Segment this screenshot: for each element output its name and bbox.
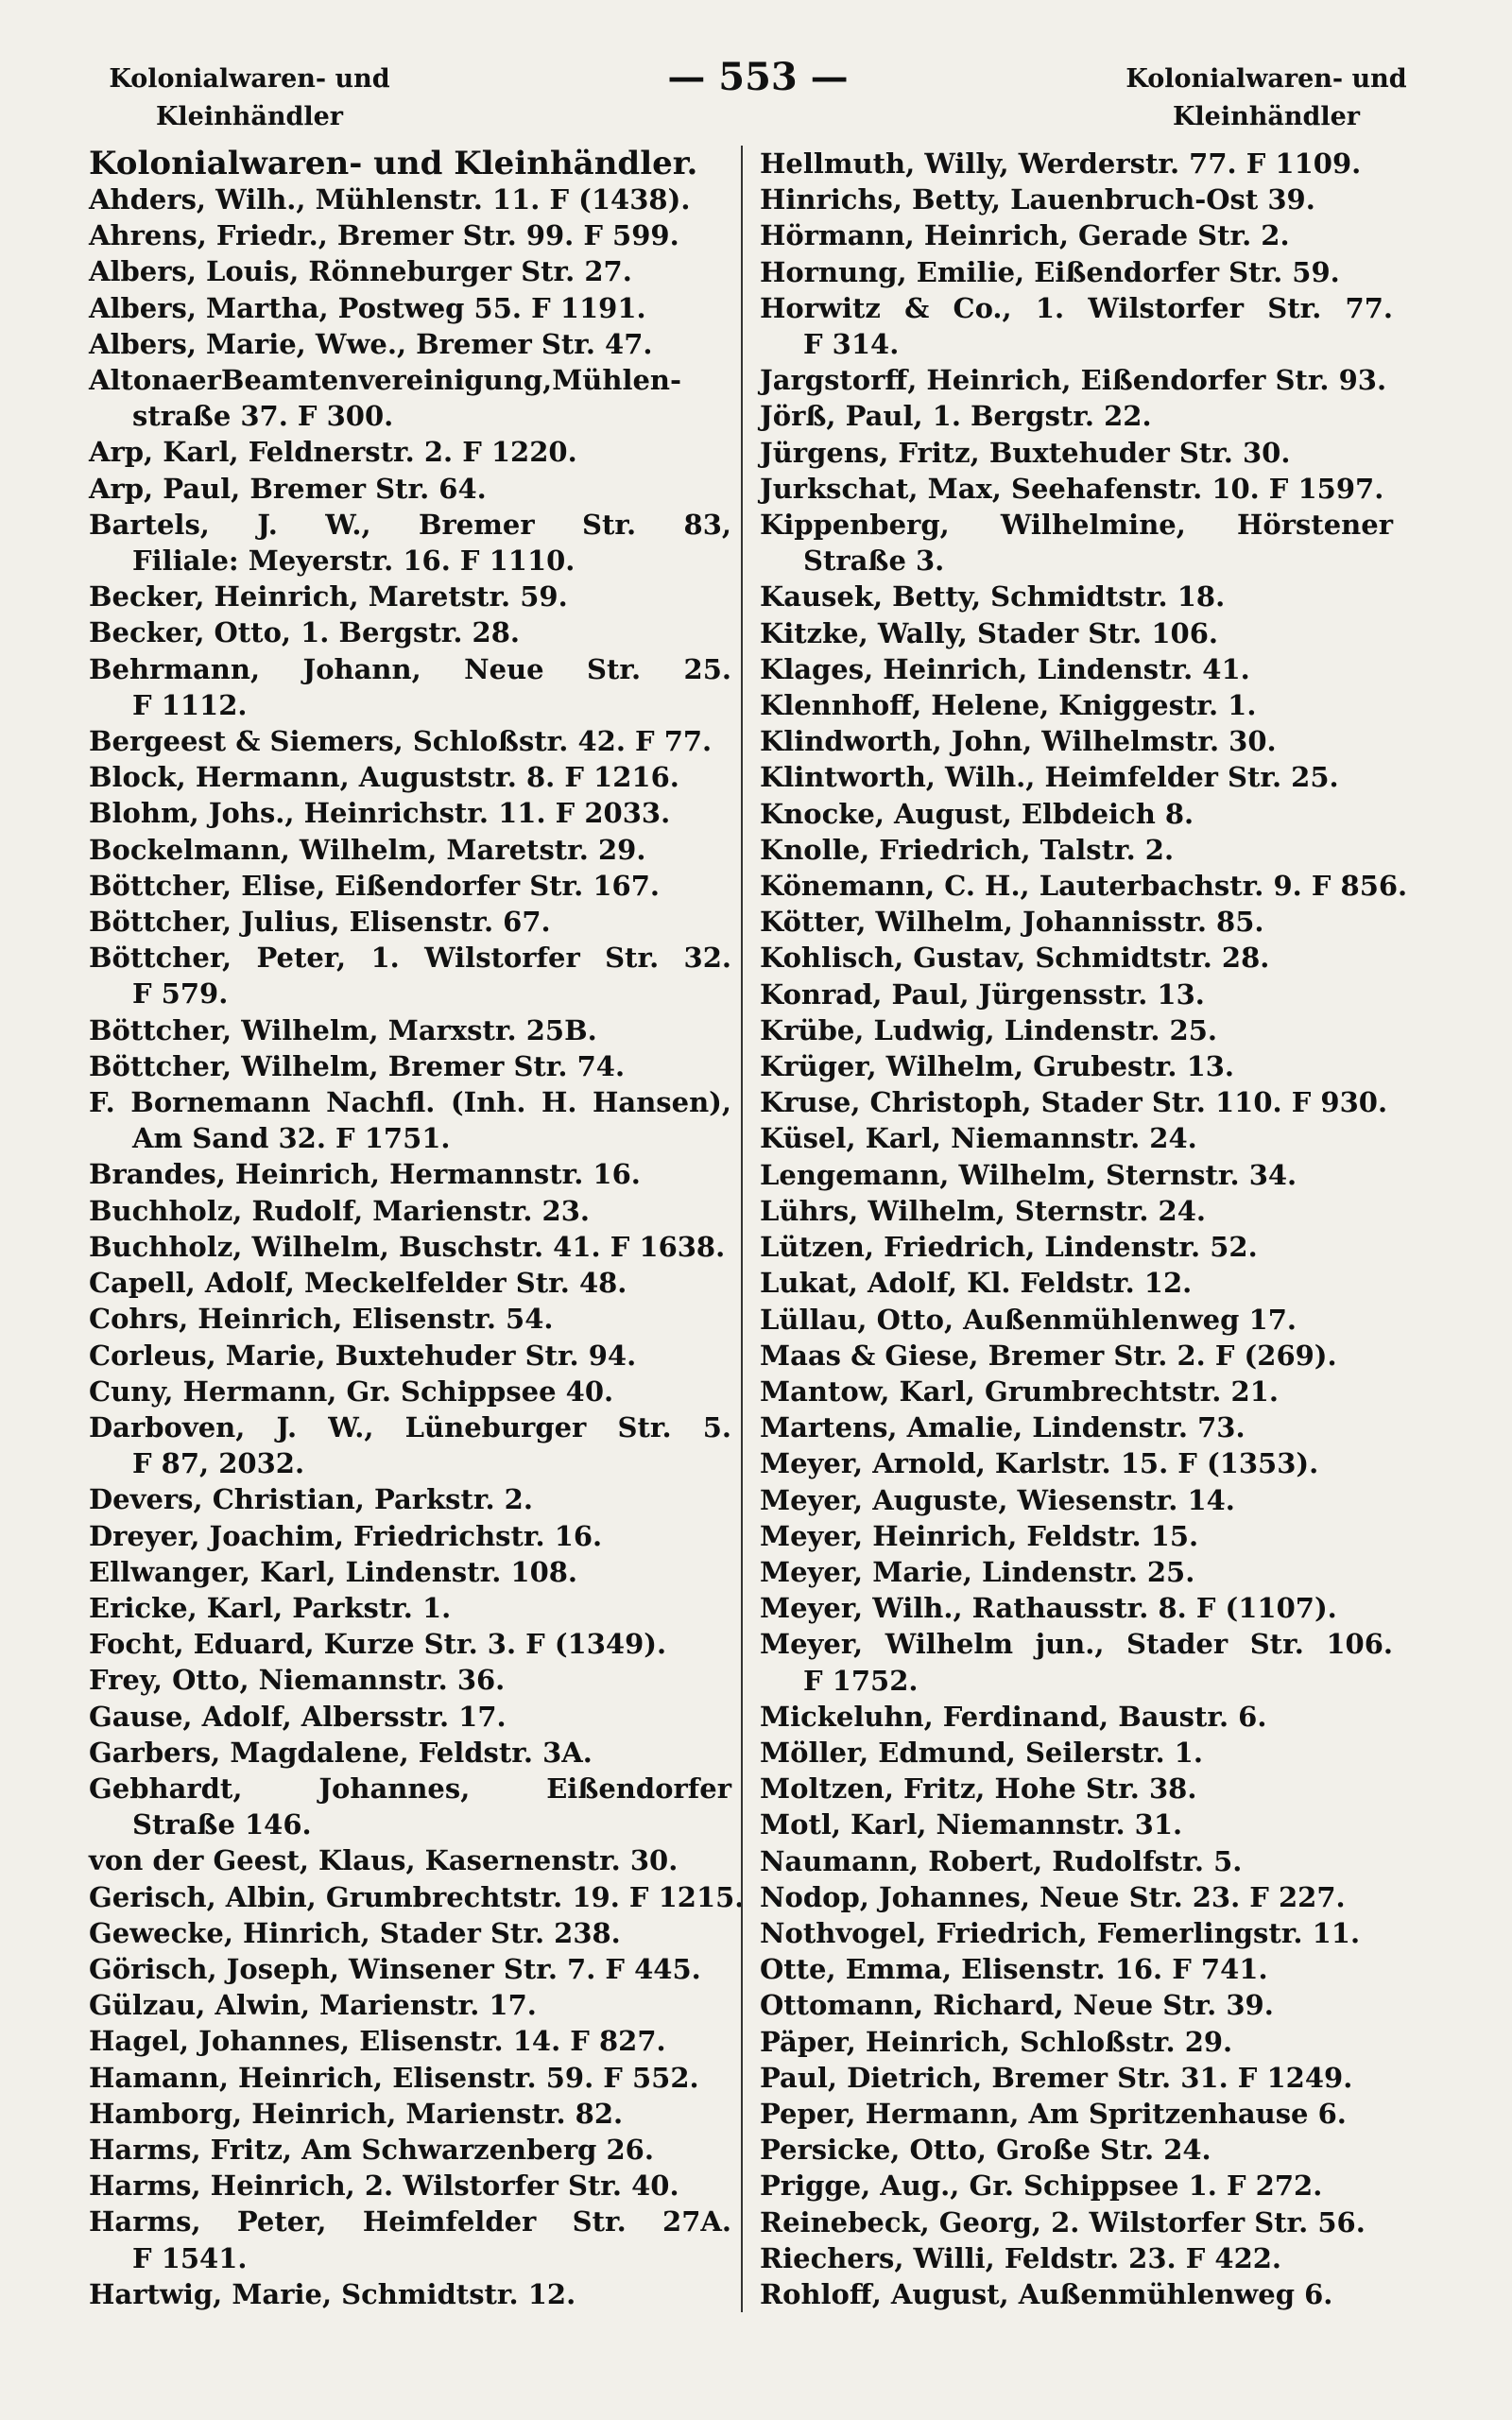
entry-line: Knolle, Friedrich, Talstr. 2. xyxy=(760,833,1175,866)
directory-entry xyxy=(760,1048,1393,1084)
directory-entry xyxy=(89,2096,731,2132)
entry-line: Klennhoff, Helene, Kniggestr. 1. xyxy=(760,689,1257,722)
entry-line: Görisch, Joseph, Winsener Str. 7. F 445. xyxy=(89,1952,701,1985)
entry-line: Naumann, Robert, Rudolfstr. 5. xyxy=(760,1844,1243,1877)
entry-line: Jargstorff, Heinrich, Eißendorfer Str. 93. xyxy=(760,364,1387,397)
entry-line: Konrad, Paul, Jürgensstr. 13. xyxy=(760,977,1205,1011)
entry-line: Kohlisch, Gustav, Schmidtstr. 28. xyxy=(760,942,1270,975)
directory-entry xyxy=(760,579,1393,614)
entry-line: Hagel, Johannes, Elisenstr. 14. F 827. xyxy=(89,2025,666,2058)
directory-entry xyxy=(760,2276,1393,2312)
directory-entry xyxy=(760,1987,1393,2023)
entry-line: Otte, Emma, Elisenstr. 16. F 741. xyxy=(760,1953,1268,1986)
entry-line: Albers, Louis, Rönneburger Str. 27. xyxy=(89,255,632,288)
directory-entry xyxy=(89,1879,745,1915)
running-head-right-line2: Kleinhändler xyxy=(1172,102,1361,131)
entry-line: Ottomann, Richard, Neue Str. 39. xyxy=(760,1989,1274,2022)
directory-entry xyxy=(760,723,1393,759)
entry-line: Albers, Martha, Postweg 55. F 1191. xyxy=(89,291,646,324)
directory-entry xyxy=(89,1590,731,1626)
directory-entry xyxy=(89,795,731,831)
entry-line: Böttcher, Elise, Eißendorfer Str. 167. xyxy=(89,869,660,902)
directory-entry xyxy=(89,651,731,723)
entry-line: Gause, Adolf, Albersstr. 17. xyxy=(89,1700,507,1733)
entry-line: Cuny, Hermann, Gr. Schippsee 40. xyxy=(89,1374,614,1408)
entry-line: Darboven, J. W., Lüneburger Str. 5. xyxy=(89,1410,731,1443)
entry-line: Meyer, Heinrich, Feldstr. 15. xyxy=(760,1519,1199,1552)
entry-line: Knocke, August, Elbdeich 8. xyxy=(760,797,1194,830)
entry-line: Krüger, Wilhelm, Grubestr. 13. xyxy=(760,1050,1235,1083)
directory-entry xyxy=(760,1338,1393,1374)
directory-entry xyxy=(89,471,731,507)
entry-line: Ahders, Wilh., Mühlenstr. 11. F (1438). xyxy=(89,183,691,216)
entry-line: Jürgens, Fritz, Buxtehuder Str. 30. xyxy=(760,436,1291,469)
directory-entry xyxy=(760,1374,1393,1409)
entry-continuation-line: F 579. xyxy=(132,977,229,1011)
directory-entry xyxy=(760,940,1393,976)
directory-entry xyxy=(760,1699,1393,1735)
directory-entry xyxy=(89,1084,731,1156)
entry-line: Cohrs, Heinrich, Elisenstr. 54. xyxy=(89,1303,554,1336)
entry-line: Hinrichs, Betty, Lauenbruch-Ost 39. xyxy=(760,183,1315,216)
directory-entry xyxy=(89,2168,731,2204)
running-head-left-line1: Kolonialwaren- und xyxy=(109,64,390,94)
page-header xyxy=(89,55,1427,140)
directory-entry xyxy=(89,2132,731,2168)
entry-line: Gebhardt, Johannes, Eißendorfer xyxy=(89,1772,731,1805)
entry-line: Ahrens, Friedr., Bremer Str. 99. F 599. xyxy=(89,219,679,252)
directory-entry xyxy=(89,182,731,217)
entry-line: Brandes, Heinrich, Hermannstr. 16. xyxy=(89,1158,641,1191)
entry-line: Hornung, Emilie, Eißendorfer Str. 59. xyxy=(760,255,1340,288)
directory-entry xyxy=(760,1302,1393,1338)
directory-entry xyxy=(760,615,1393,651)
directory-entry xyxy=(760,1554,1393,1590)
entry-line: Böttcher, Wilhelm, Bremer Str. 74. xyxy=(89,1049,626,1082)
directory-entry xyxy=(760,507,1393,579)
directory-entry xyxy=(89,1915,731,1951)
entry-continuation-line: F 314. xyxy=(803,328,900,361)
running-head-left-line2: Kleinhändler xyxy=(155,102,344,131)
entry-line: Hamborg, Heinrich, Marienstr. 82. xyxy=(89,2097,624,2130)
entry-line: Devers, Christian, Parkstr. 2. xyxy=(89,1483,533,1516)
directory-entry xyxy=(760,1120,1393,1156)
directory-entry xyxy=(760,1482,1393,1518)
entry-line: Becker, Otto, 1. Bergstr. 28. xyxy=(89,616,520,649)
entry-line: Gewecke, Hinrich, Stader Str. 238. xyxy=(89,1916,621,1949)
entry-line: von der Geest, Klaus, Kasernenstr. 30. xyxy=(89,1844,679,1877)
directory-entry xyxy=(89,1193,731,1229)
directory-entry xyxy=(760,1084,1393,1120)
directory-entry xyxy=(89,1771,731,1842)
running-head-right-line1: Kolonialwaren- und xyxy=(1125,64,1407,94)
directory-entry xyxy=(760,904,1393,940)
entry-line: Lützen, Friedrich, Lindenstr. 52. xyxy=(760,1231,1258,1264)
directory-entry xyxy=(760,1806,1393,1842)
directory-entry xyxy=(89,1951,731,1987)
directory-entry xyxy=(89,614,731,650)
entry-line: Harms, Peter, Heimfelder Str. 27A. xyxy=(89,2205,731,2238)
directory-entry xyxy=(760,471,1393,507)
entry-continuation-line: Am Sand 32. F 1751. xyxy=(132,1122,451,1155)
directory-entry xyxy=(89,1554,731,1590)
directory-entry xyxy=(89,904,731,940)
entry-line: Nothvogel, Friedrich, Femerlingstr. 11. xyxy=(760,1916,1361,1949)
directory-entry xyxy=(760,832,1393,868)
directory-entry xyxy=(89,868,731,904)
entry-line: Martens, Amalie, Lindenstr. 73. xyxy=(760,1411,1246,1444)
directory-entry xyxy=(760,1915,1393,1951)
entry-line: AltonaerBeamtenvereinigung,Mühlen- xyxy=(89,364,682,397)
directory-entry xyxy=(89,2204,731,2275)
directory-entry xyxy=(89,1156,731,1192)
entry-line: Meyer, Marie, Lindenstr. 25. xyxy=(760,1555,1195,1588)
directory-entry xyxy=(89,1265,731,1301)
directory-entry xyxy=(760,146,1393,182)
entry-line: Buchholz, Rudolf, Marienstr. 23. xyxy=(89,1194,591,1227)
columns xyxy=(89,146,1427,2312)
entry-line: Kruse, Christoph, Stader Str. 110. F 930. xyxy=(760,1086,1388,1119)
directory-entry xyxy=(760,217,1393,253)
directory-entry xyxy=(89,434,731,470)
directory-entry xyxy=(760,2168,1393,2204)
directory-entry xyxy=(89,1987,731,2023)
entry-line: Rohloff, August, Außenmühlenweg 6. xyxy=(760,2277,1333,2310)
entry-line: Hamann, Heinrich, Elisenstr. 59. F 552. xyxy=(89,2061,699,2094)
entry-line: Horwitz & Co., 1. Wilstorfer Str. 77. xyxy=(760,291,1393,324)
entry-line: F. Bornemann Nachfl. (Inh. H. Hansen), xyxy=(89,1086,731,1119)
entry-line: Böttcher, Wilhelm, Marxstr. 25B. xyxy=(89,1013,597,1046)
entry-line: Böttcher, Julius, Elisenstr. 67. xyxy=(89,906,551,939)
directory-entry xyxy=(760,1518,1393,1554)
directory-entry xyxy=(760,759,1393,795)
directory-entry xyxy=(760,1590,1393,1626)
entry-line: Meyer, Wilhelm jun., Stader Str. 106. xyxy=(760,1628,1393,1661)
directory-entry xyxy=(89,507,731,579)
entry-line: Harms, Fritz, Am Schwarzenberg 26. xyxy=(89,2133,654,2166)
entry-continuation-line: F 1752. xyxy=(803,1664,919,1697)
directory-entry xyxy=(89,290,731,326)
entry-line: Prigge, Aug., Gr. Schippsee 1. F 272. xyxy=(760,2169,1323,2203)
entry-line: Kippenberg, Wilhelmine, Hörstener xyxy=(760,509,1393,542)
entry-line: Harms, Heinrich, 2. Wilstorfer Str. 40. xyxy=(89,2169,679,2203)
directory-entry xyxy=(89,940,731,1011)
directory-entry xyxy=(760,2204,1393,2240)
entry-line: Capell, Adolf, Meckelfelder Str. 48. xyxy=(89,1267,627,1300)
entry-line: Behrmann, Johann, Neue Str. 25. xyxy=(89,652,731,685)
directory-entry xyxy=(760,2240,1393,2276)
entry-continuation-line: F 1112. xyxy=(132,688,248,721)
entry-line: Arp, Paul, Bremer Str. 64. xyxy=(89,472,487,505)
entry-line: Bockelmann, Wilhelm, Maretstr. 29. xyxy=(89,833,646,866)
entry-continuation-line: Straße 146. xyxy=(132,1808,312,1841)
directory-entry xyxy=(760,1445,1393,1481)
entry-line: Peper, Hermann, Am Spritzenhause 6. xyxy=(760,2097,1347,2130)
directory-entry xyxy=(89,1699,731,1735)
directory-entry xyxy=(89,1301,731,1337)
entry-continuation-line: Straße 3. xyxy=(803,544,945,578)
entry-line: Motl, Karl, Niemannstr. 31. xyxy=(760,1808,1183,1841)
directory-entry xyxy=(760,435,1393,471)
directory-entry xyxy=(760,290,1393,362)
directory-entry xyxy=(760,1626,1393,1698)
entry-line: Dreyer, Joachim, Friedrichstr. 16. xyxy=(89,1519,603,1552)
entry-line: Jörß, Paul, 1. Bergstr. 22. xyxy=(760,400,1152,433)
entry-line: Mantow, Karl, Grumbrechtstr. 21. xyxy=(760,1374,1279,1408)
running-head-left xyxy=(89,60,410,136)
directory-entry xyxy=(89,1409,731,1481)
directory-entry xyxy=(760,1409,1393,1445)
directory-entry xyxy=(760,362,1393,398)
entry-line: Gerisch, Albin, Grumbrechtstr. 19. F 1215. xyxy=(89,1880,745,1913)
entry-line: Hartwig, Marie, Schmidtstr. 12. xyxy=(89,2277,576,2310)
entry-line: Hörmann, Heinrich, Gerade Str. 2. xyxy=(760,219,1290,252)
directory-entry xyxy=(760,2060,1393,2096)
directory-entry xyxy=(89,579,731,614)
entry-line: Frey, Otto, Niemannstr. 36. xyxy=(89,1664,506,1697)
directory-entry xyxy=(760,1229,1393,1265)
directory-entry xyxy=(89,1481,731,1517)
directory-entry xyxy=(760,1193,1393,1229)
entry-line: Klages, Heinrich, Lindenstr. 41. xyxy=(760,652,1250,685)
entry-line: Focht, Eduard, Kurze Str. 3. F (1349). xyxy=(89,1628,667,1661)
directory-entry xyxy=(89,326,731,362)
directory-entry xyxy=(89,1626,731,1662)
entry-line: Klintworth, Wilh., Heimfelder Str. 25. xyxy=(760,761,1339,794)
entry-line: Riechers, Willi, Feldstr. 23. F 422. xyxy=(760,2241,1282,2274)
entry-continuation-line: straße 37. F 300. xyxy=(132,400,394,433)
section-title: Kolonialwaren- und Kleinhändler. xyxy=(89,145,698,182)
directory-entry xyxy=(760,1879,1393,1915)
directory-entry xyxy=(760,1012,1393,1048)
entry-line: Reinebeck, Georg, 2. Wilstorfer Str. 56. xyxy=(760,2205,1366,2238)
entry-line: Meyer, Wilh., Rathausstr. 8. F (1107). xyxy=(760,1592,1337,1625)
entry-line: Böttcher, Peter, 1. Wilstorfer Str. 32. xyxy=(89,942,731,975)
directory-entry xyxy=(760,398,1393,434)
entry-line: Jurkschat, Max, Seehafenstr. 10. F 1597. xyxy=(760,472,1384,505)
entry-line: Kötter, Wilhelm, Johannisstr. 85. xyxy=(760,906,1264,939)
entry-line: Mickeluhn, Ferdinand, Baustr. 6. xyxy=(760,1700,1267,1733)
entry-line: Albers, Marie, Wwe., Bremer Str. 47. xyxy=(89,327,653,360)
entry-line: Meyer, Auguste, Wiesenstr. 14. xyxy=(760,1483,1235,1516)
entry-line: Päper, Heinrich, Schloßstr. 29. xyxy=(760,2025,1233,2058)
directory-entry xyxy=(760,1157,1393,1193)
directory-entry xyxy=(760,651,1393,687)
entry-line: Kausek, Betty, Schmidtstr. 18. xyxy=(760,580,1226,614)
entry-line: Bartels, J. W., Bremer Str. 83, xyxy=(89,508,731,541)
entry-line: Bergeest & Siemers, Schloßstr. 42. F 77. xyxy=(89,725,713,758)
directory-entry xyxy=(89,723,731,759)
directory-entry xyxy=(760,1951,1393,1987)
right-column xyxy=(741,146,1408,2312)
entry-line: Meyer, Arnold, Karlstr. 15. F (1353). xyxy=(760,1447,1319,1480)
entry-line: Ellwanger, Karl, Lindenstr. 108. xyxy=(89,1555,578,1588)
directory-entry xyxy=(760,1735,1393,1771)
directory-entry xyxy=(760,977,1393,1012)
directory-entry xyxy=(89,1374,731,1409)
directory-entry xyxy=(89,2060,731,2096)
entry-continuation-line: Filiale: Meyerstr. 16. F 1110. xyxy=(132,544,576,578)
entry-line: Lüllau, Otto, Außenmühlenweg 17. xyxy=(760,1303,1297,1336)
directory-entry xyxy=(89,217,731,253)
entry-line: Kitzke, Wally, Stader Str. 106. xyxy=(760,616,1218,649)
entry-continuation-line: F 87, 2032. xyxy=(132,1447,305,1480)
directory-entry xyxy=(89,1012,731,1048)
entry-line: Hellmuth, Willy, Werderstr. 77. F 1109. xyxy=(760,147,1362,180)
directory-entry xyxy=(89,1518,731,1554)
entry-line: Persicke, Otto, Große Str. 24. xyxy=(760,2134,1211,2167)
entry-line: Maas & Giese, Bremer Str. 2. F (269). xyxy=(760,1339,1337,1372)
entry-line: Garbers, Magdalene, Feldstr. 3A. xyxy=(89,1736,593,1769)
entry-line: Arp, Karl, Feldnerstr. 2. F 1220. xyxy=(89,436,577,469)
entry-line: Lengemann, Wilhelm, Sternstr. 34. xyxy=(760,1158,1297,1191)
directory-entry xyxy=(89,2023,731,2059)
entry-line: Gülzau, Alwin, Marienstr. 17. xyxy=(89,1989,537,2022)
directory-entry xyxy=(760,1265,1393,1301)
entry-line: Moltzen, Fritz, Hohe Str. 38. xyxy=(760,1772,1197,1806)
directory-entry xyxy=(760,687,1393,723)
directory-entry xyxy=(760,868,1408,904)
entry-line: Buchholz, Wilhelm, Buschstr. 41. F 1638. xyxy=(89,1230,726,1263)
directory-entry xyxy=(760,2132,1393,2168)
entry-line: Block, Hermann, Auguststr. 8. F 1216. xyxy=(89,761,679,794)
directory-entry xyxy=(760,1771,1393,1806)
directory-entry xyxy=(760,182,1393,217)
entry-continuation-line: F 1541. xyxy=(132,2241,248,2274)
page-number: — 553 — xyxy=(667,55,849,99)
directory-entry xyxy=(89,1662,731,1698)
directory-entry xyxy=(89,2276,731,2312)
directory-entry xyxy=(89,362,731,434)
entry-line: Blohm, Johs., Heinrichstr. 11. F 2033. xyxy=(89,797,671,830)
entry-line: Corleus, Marie, Buxtehuder Str. 94. xyxy=(89,1339,637,1372)
entry-line: Lührs, Wilhelm, Sternstr. 24. xyxy=(760,1194,1207,1227)
entry-line: Küsel, Karl, Niemannstr. 24. xyxy=(760,1122,1197,1155)
directory-entry xyxy=(89,759,731,795)
left-column xyxy=(89,145,745,2312)
entry-line: Paul, Dietrich, Bremer Str. 31. F 1249. xyxy=(760,2061,1353,2094)
directory-entry xyxy=(760,796,1393,832)
directory-entry xyxy=(89,1338,731,1374)
entry-line: Möller, Edmund, Seilerstr. 1. xyxy=(760,1736,1203,1769)
directory-entry xyxy=(760,1843,1393,1879)
entry-line: Könemann, C. H., Lauterbachstr. 9. F 856. xyxy=(760,870,1408,903)
directory-entry xyxy=(760,2024,1393,2060)
entry-line: Ericke, Karl, Parkstr. 1. xyxy=(89,1591,452,1624)
directory-entry xyxy=(760,254,1393,290)
directory-entry xyxy=(89,1048,731,1084)
directory-entry xyxy=(89,1735,731,1771)
running-head-right xyxy=(1106,60,1427,136)
directory-entry xyxy=(89,832,731,868)
entry-line: Klindworth, John, Wilhelmstr. 30. xyxy=(760,725,1277,758)
entry-line: Nodop, Johannes, Neue Str. 23. F 227. xyxy=(760,1880,1346,1913)
entry-line: Becker, Heinrich, Maretstr. 59. xyxy=(89,580,568,614)
directory-entry xyxy=(760,2096,1393,2132)
directory-entry xyxy=(89,1229,731,1265)
entry-line: Lukat, Adolf, Kl. Feldstr. 12. xyxy=(760,1267,1193,1300)
entry-line: Krübe, Ludwig, Lindenstr. 25. xyxy=(760,1013,1217,1046)
directory-entry xyxy=(89,253,731,289)
directory-entry xyxy=(89,1842,731,1878)
